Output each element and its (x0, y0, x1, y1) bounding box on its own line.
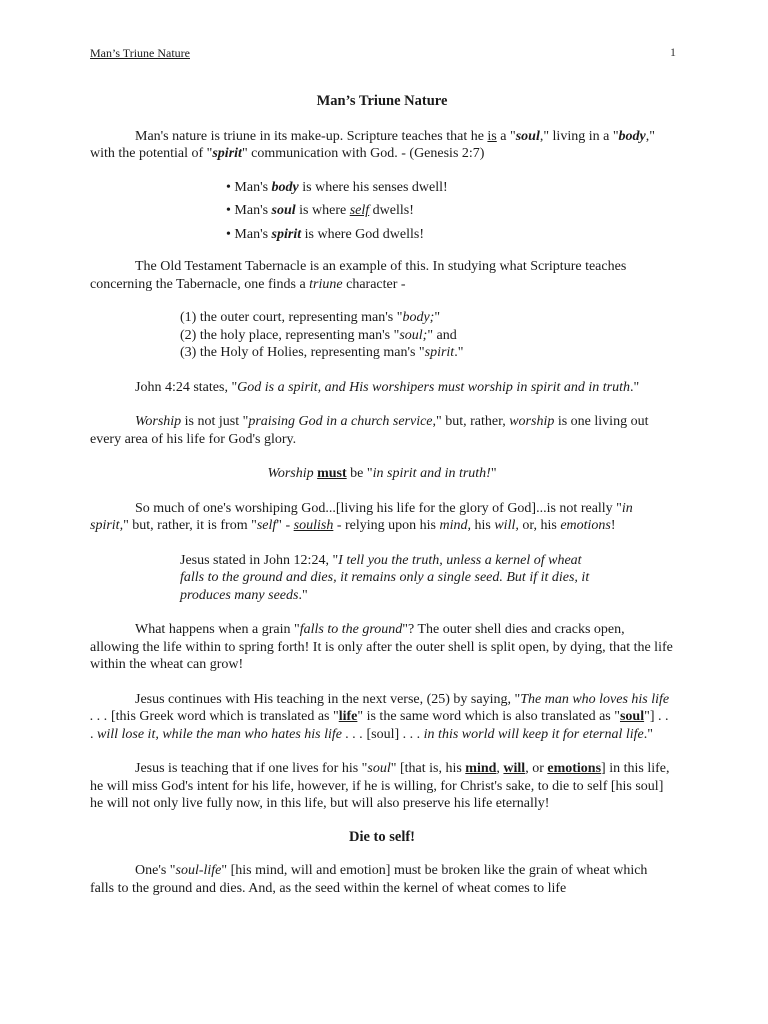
bullet-item-body: • Man's body is where his senses dwell! (226, 179, 448, 195)
running-header: Man’s Triune Nature (90, 46, 190, 60)
tabernacle-list (180, 309, 674, 362)
paragraph-intro: Man's nature is triune in its make-up. Scripture teaches that he is a "soul," living in a "body," with the potential of "spirit" communication with God. - (Genesis 2:7) (90, 128, 655, 161)
paragraph-soulish: So much of one's worshiping God...[living his life for the glory of God]...is not really "in spirit," but, rather, it is from "self" - soulish - relying upon his mind, his will, or, his emotions! (90, 500, 633, 533)
paragraph-verse-25: Jesus continues with His teaching in the next verse, (25) by saying, "The man who loves his life . . . [this Greek word which is translated as "life" is the same word which is also translated as "soul"] . . . will lose it, while the man who hates his life . . . [soul] . . . in this world will keep it for eternal life." (90, 691, 670, 742)
list-item: (3) the Holy of Holies, representing man's "spirit." (180, 345, 464, 360)
page-number: 1 (670, 45, 676, 59)
list-item: (1) the outer court, representing man's "body;" (180, 310, 441, 325)
bullet-list (226, 179, 674, 244)
paragraph-soul-life: One's "soul-life" [his mind, will and emotion] must be broken like the grain of wheat which falls to the ground and dies. And, as the seed within the kernel of wheat comes to life (90, 863, 648, 896)
paragraph-jesus-teaching: Jesus is teaching that if one lives for his "soul" [that is, his mind, will, or emotions] in this life, he will miss God's intent for his life, however, if he is willing, for Christ's sake, to die to self [his soul] he will not only live fully now, in this life, but will also preserve his life eternally! (90, 761, 670, 811)
document-body (90, 93, 674, 897)
paragraph-worship: Worship is not just "praising God in a church service," but, rather, worship is one living out every area of his life for God's glory. (90, 414, 649, 447)
paragraph-grain: What happens when a grain "falls to the ground"? The outer shell dies and cracks open, allowing the life within to spring forth! It is only after the outer shell is split open, by dying, that the life within the wheat can grow! (90, 622, 673, 672)
paragraph-tabernacle: The Old Testament Tabernacle is an example of this. In studying what Scripture teaches concerning the Tabernacle, one finds a triune character - (90, 259, 627, 292)
paragraph-john-12-24: Jesus stated in John 12:24, "I tell you the truth, unless a kernel of wheat falls to the ground and dies, it remains only a single seed. But if it dies, it produces many seeds." (180, 552, 590, 603)
section-heading: Die to self! (348, 828, 416, 845)
list-item: (2) the holy place, representing man's "soul;" and (180, 327, 457, 343)
paragraph-john-4-24: John 4:24 states, "God is a spirit, and His worshipers must worship in spirit and in truth." (135, 379, 640, 395)
document-title: Man’s Triune Nature (316, 93, 448, 109)
paragraph-worship-must: Worship must be "in spirit and in truth!" (267, 466, 497, 481)
bullet-item-spirit: • Man's spirit is where God dwells! (226, 226, 424, 242)
bullet-item-soul: • Man's soul is where self dwells! (226, 203, 414, 218)
